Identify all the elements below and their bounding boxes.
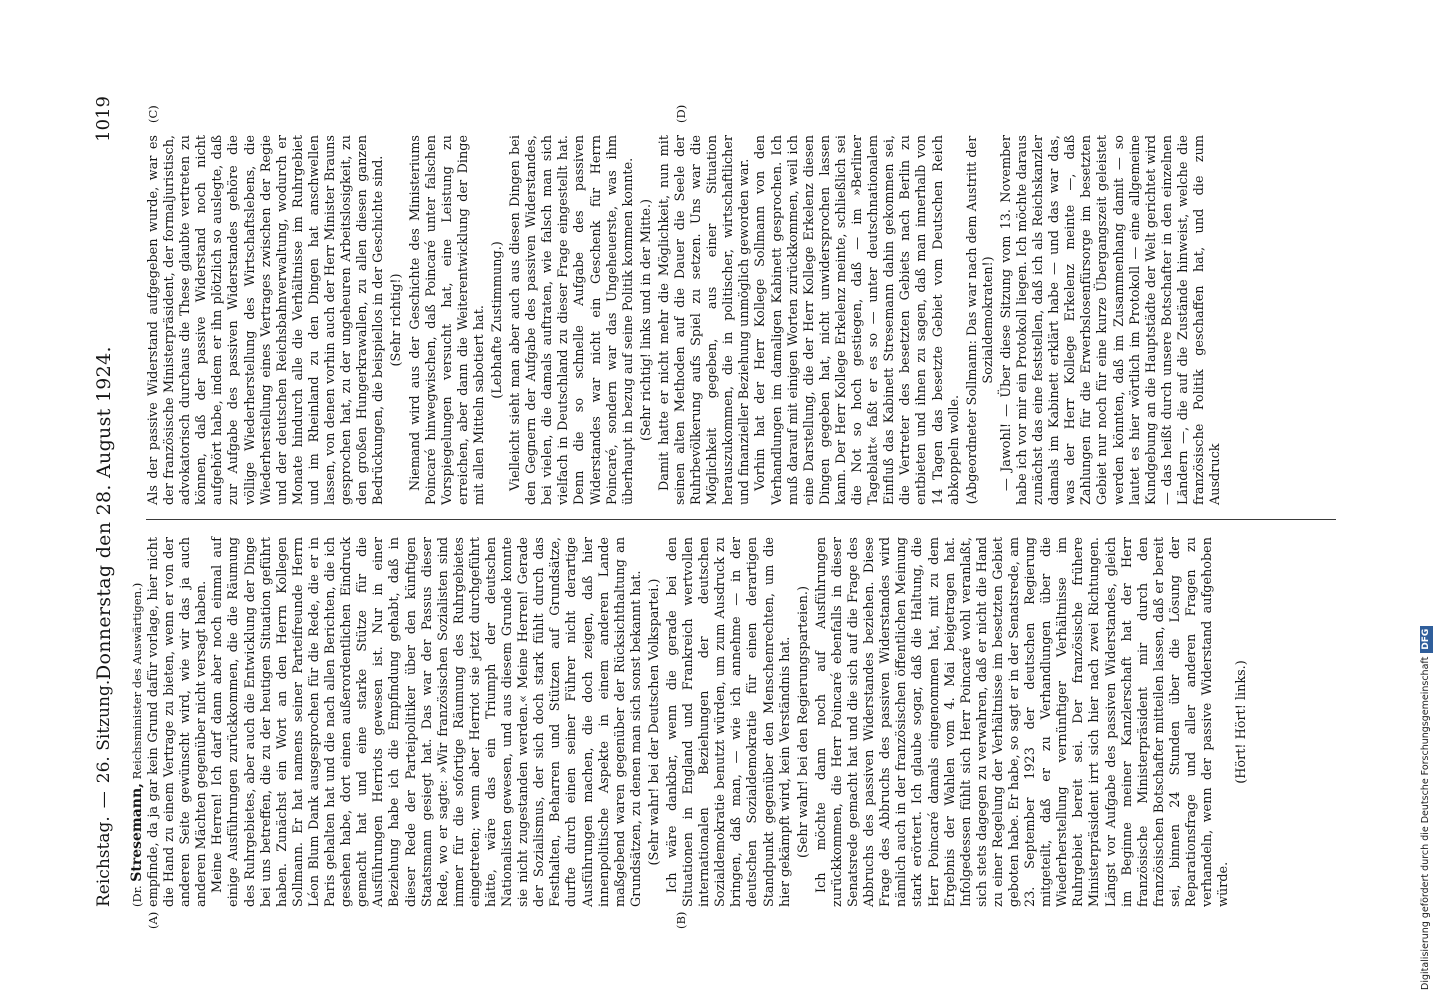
interjection: (Hört! Hört! links.) bbox=[1234, 660, 1250, 784]
interjection: (Sehr richtig!) bbox=[389, 273, 405, 367]
digitization-credit bbox=[1418, 10, 1434, 990]
paragraph: Ich wäre dankbar, wenn die gerade bei den Situationen in England und Frankreich wertvollen internationalen Beziehungen der deutschen Sozialdemokratie benutzt würden, um zum Ausdruck zu bringen, daß man, — wie ich annehme — in der deutschen Sozialdemokratie für einen derartigen Standpunkt gegenüber den Menschenrechten, um die hier gekämpft wird, kein Verständnis hat. bbox=[665, 537, 793, 907]
paragraph: Damit hatte er nicht mehr die Möglichkeit, nun mit seinen alten Methoden auf die Dauer die Seele der Ruhrbevölkerung aufs Spiel zu setzen. Uns war die Möglichkeit gegeben, aus einer Situation herauszukommen, die in politischer, wirtschaftlicher und finanzieller Beziehung unmöglich geworden war. bbox=[656, 135, 753, 505]
interjection: (Sehr wahr! bei der Deutschen Volkspartei.) bbox=[646, 578, 662, 866]
margin-marker-d: (D) bbox=[674, 104, 688, 123]
page-number: 1019 bbox=[93, 96, 114, 142]
header-date: Donnerstag den 28. August 1924. bbox=[93, 346, 115, 680]
header-left bbox=[84, 680, 124, 907]
interjection: (Sehr wahr! bei den Regierungsparteien.) bbox=[795, 586, 811, 858]
left-text-column bbox=[146, 537, 1252, 907]
dfg-logo: DFG bbox=[1420, 626, 1433, 653]
paragraph: Als der passive Widerstand aufgegeben wurde, war es der französische Ministerpräsident, der formaljuristisch, advokatorisch durchaus die These glaubte vertreten zu können, daß der passive Widerstand noch nicht aufgehört habe, indem er ihn plötzlich so auslegte, daß zur Aufgabe des passiven Widerstandes gehöre die völlige Wiederherstellung des Wirtschaftslebens, die Wiederherstellung eines Vertrages zwischen der Regie und der deutschen Reichsbahnverwaltung, wodurch er Monate hindurch alle die Verhältnisse im Ruhrgebiet und im Rheinland zu den Dingen hat anschwellen lassen, von denen vorhin auch der Herr Minister Brauns gesprochen hat, zu der ungeheuren Arbeitslosigkeit, zu den großen Hungerkrawallen, zu allen diesen ganzen Bedrückungen, die beispiellos in der Geschichte sind. bbox=[146, 135, 387, 505]
header-session: 26. Sitzung. bbox=[94, 679, 114, 784]
interjection: (Lebhafte Zustimmung.) bbox=[489, 241, 505, 399]
paragraph: Meine Herren! Ich darf dann aber noch einmal auf einige Ausführungen zurückkommen, die die Räumung des Ruhrgebietes, aber auch die Entwicklung der Dinge bei uns betreffen, die zu der heutigen Situation geführt haben. Zunächst ein Wort an den Herrn Kollegen Sollmann. Er hat namens seiner Parteifreunde Herrn Léon Blum Dank ausgesprochen für die Rede, die er in Paris gehalten hat und die nach allen Berichten, die ich gesehen habe, dort einen außerordentlichen Eindruck gemacht hat und eine starke Stütze für die Ausführungen Herriots gewesen ist. Nur in einer Beziehung habe ich die Empfindung gehabt, daß in dieser Rede der Parteipolitiker über den künftigen Staatsmann gesiegt hat. Das war der Passus dieser Rede, wo er sagte: »Wir französischen Sozialisten sind immer für die sofortige Räumung des Ruhrgebietes eingetreten; wenn aber Herriot sie jetzt durchgeführt hätte, wäre das ein Triumph der deutschen Nationalisten gewesen, und aus diesem Grunde konnte sie nicht zugestanden werden.« Meine Herren! Gerade der Sozialismus, der sich doch stark fühlt durch das Festhalten, Beharren und Stützen auf Grundsätze, durfte durch einen seiner Führer nicht derartige Ausführungen machen, die doch zeigen, daß hier innenpolitische Aspekte in einem anderen Lande maßgebend waren gegenüber der Rücksichthaltung an Grundsätzen, zu denen man sich sonst bekannt hat. bbox=[210, 537, 644, 907]
margin-marker-c: (C) bbox=[146, 105, 160, 123]
header-dash: — bbox=[94, 791, 114, 809]
page-header bbox=[84, 90, 124, 935]
margin-marker-a: (A) bbox=[146, 911, 160, 929]
paragraph: — Jawohl! — Über diese Sitzung vom 13. November habe ich vor mir ein Protokoll liegen. Ich möchte daraus zunächst das eine feststellen, daß ich als Reichskanzler damals im Kabinett erklärt habe — und das war das, was der Herr Kollege Erkelenz meinte —, daß Zahlungen für die Erwerbslosenfürsorge im besetzten Gebiet nur noch für eine kurze Übergangszeit geleistet werden könnten, daß im Zusammenhang damit — so lautet es hier wörtlich im Protokoll — eine allgemeine Kundgebung an die Hauptstädte der Welt gerichtet wird — das heißt durch unsere Botschafter in den einzelnen Ländern —, die auf die Zustände hinweist, welche die französische Politik geschaffen hat, und die zum Ausdruck bbox=[998, 135, 1224, 505]
right-text-column bbox=[146, 135, 1224, 505]
column-divider bbox=[146, 519, 1336, 520]
paragraph: Niemand wird aus der Geschichte des Ministeriums Poincaré hinwegwischen, daß Poincaré unter falschen Vorspiegelungen versucht hat, eine Leistung zu erreichen, aber dann die Weiterentwicklung der Dinge mit allen Mitteln sabotiert hat. bbox=[407, 135, 487, 505]
rotated-document-page bbox=[84, 90, 1364, 935]
paragraph: Vielleicht sieht man aber auch aus diesen Dingen bei den Gegnern der Aufgabe des passiven Widerstandes, bei vielen, die damals auftraten, wie falsch man sich vielfach in Deutschland zu dieser Frage eingestellt hat. Denn die so schnelle Aufgabe des passiven Widerstandes war nicht ein Geschenk für Herrn Poincaré, sondern war das Ungeheuerste, was ihm überhaupt in bezug auf seine Politik kommen konnte. bbox=[508, 135, 636, 505]
interjection: (Abgeordneter Sollmann: Das war nach dem Austritt der Sozialdemokraten!) bbox=[964, 135, 996, 505]
speaker-line bbox=[130, 527, 144, 907]
paragraph: Vorhin hat der Herr Kollege Sollmann von den Verhandlungen im damaligen Kabinett gesprochen. Ich muß darauf mit einigen Worten zurückkommen, weil ich eine Darstellung, die der Herr Kollege Erkelenz diesen Dingen gegeben hat, nicht unwidersprochen lassen kann. Der Herr Kollege Erkelenz meinte, schließlich sei die Not so hoch gestiegen, daß — im »Berliner Tageblatt« faßt er es so — unter deutschnationalem Einfluß das Kabinett Stresemann dahin gekommen sei, die Vertreter des besetzten Gebiets nach Berlin zu entbieten und ihnen zu sagen, daß man innerhalb von 14 Tagen das besetzte Gebiet vom Deutschen Reich abkoppeln wolle. bbox=[753, 135, 962, 505]
speaker-open: (Dr. bbox=[130, 885, 144, 907]
interjection: (Sehr richtig! links und in der Mitte.) bbox=[638, 198, 654, 442]
speaker-name: Stresemann, bbox=[129, 782, 145, 882]
paragraph: empfinde, da ja gar kein Grund dafür vorlage, hier nicht die Hand zu einem Vertrage zu bieten, wenn er von der anderen Seite gewünscht wird, wie wir das ja auch anderen Mächten gegenüber nicht versagt haben. bbox=[146, 537, 210, 907]
paragraph: Ich möchte dann noch auf Ausführungen zurückkommen, die Herr Poincaré ebenfalls in dieser Senatsrede gemacht hat und die sich auf die Frage des Abbruchs des passiven Widerstandes beziehen. Diese Frage des Abbruchs des passiven Widerstandes wird nämlich auch in der französischen öffentlichen Meinung stark erörtert. Ich glaube sogar, daß die Haltung, die Herr Poincaré damals eingenommen hat, mit zu dem Ergebnis der Wahlen vom 4. Mai beigetragen hat. Infolgedessen fühlt sich Herr Poincaré wohl veranlaßt, sich stets dagegen zu verwahren, daß er nicht die Hand zu einer Regelung der Verhältnisse im besetzten Gebiet geboten habe. Er habe, so sagt er in der Senatsrede, am 23. September 1923 der deutschen Regierung mitgeteilt, daß er zu Verhandlungen über die Wiederherstellung vernünftiger Verhältnisse im Ruhrgebiet bereit sei. Der französische frühere Ministerpräsident irrt sich hier nach zwei Richtungen. Längst vor Aufgabe des passiven Widerstandes, gleich im Beginne meiner Kanzlerschaft hat der Herr französische Ministerpräsident mir durch den französischen Botschafter mitteilen lassen, daß er bereit sei, binnen 24 Stunden über die Lösung der Reparationsfrage und aller anderen Fragen zu verhandeln, wenn der passive Widerstand aufgehoben würde. bbox=[813, 537, 1232, 907]
speaker-role: Reichsminister des Auswärtigen.) bbox=[130, 582, 144, 780]
header-parliament: Reichstag. bbox=[94, 816, 114, 907]
digitization-note: Digitalisierung gefördert durch die Deutsche Forschungsgemeinschaft bbox=[1420, 656, 1431, 990]
margin-marker-b: (B) bbox=[674, 911, 688, 929]
